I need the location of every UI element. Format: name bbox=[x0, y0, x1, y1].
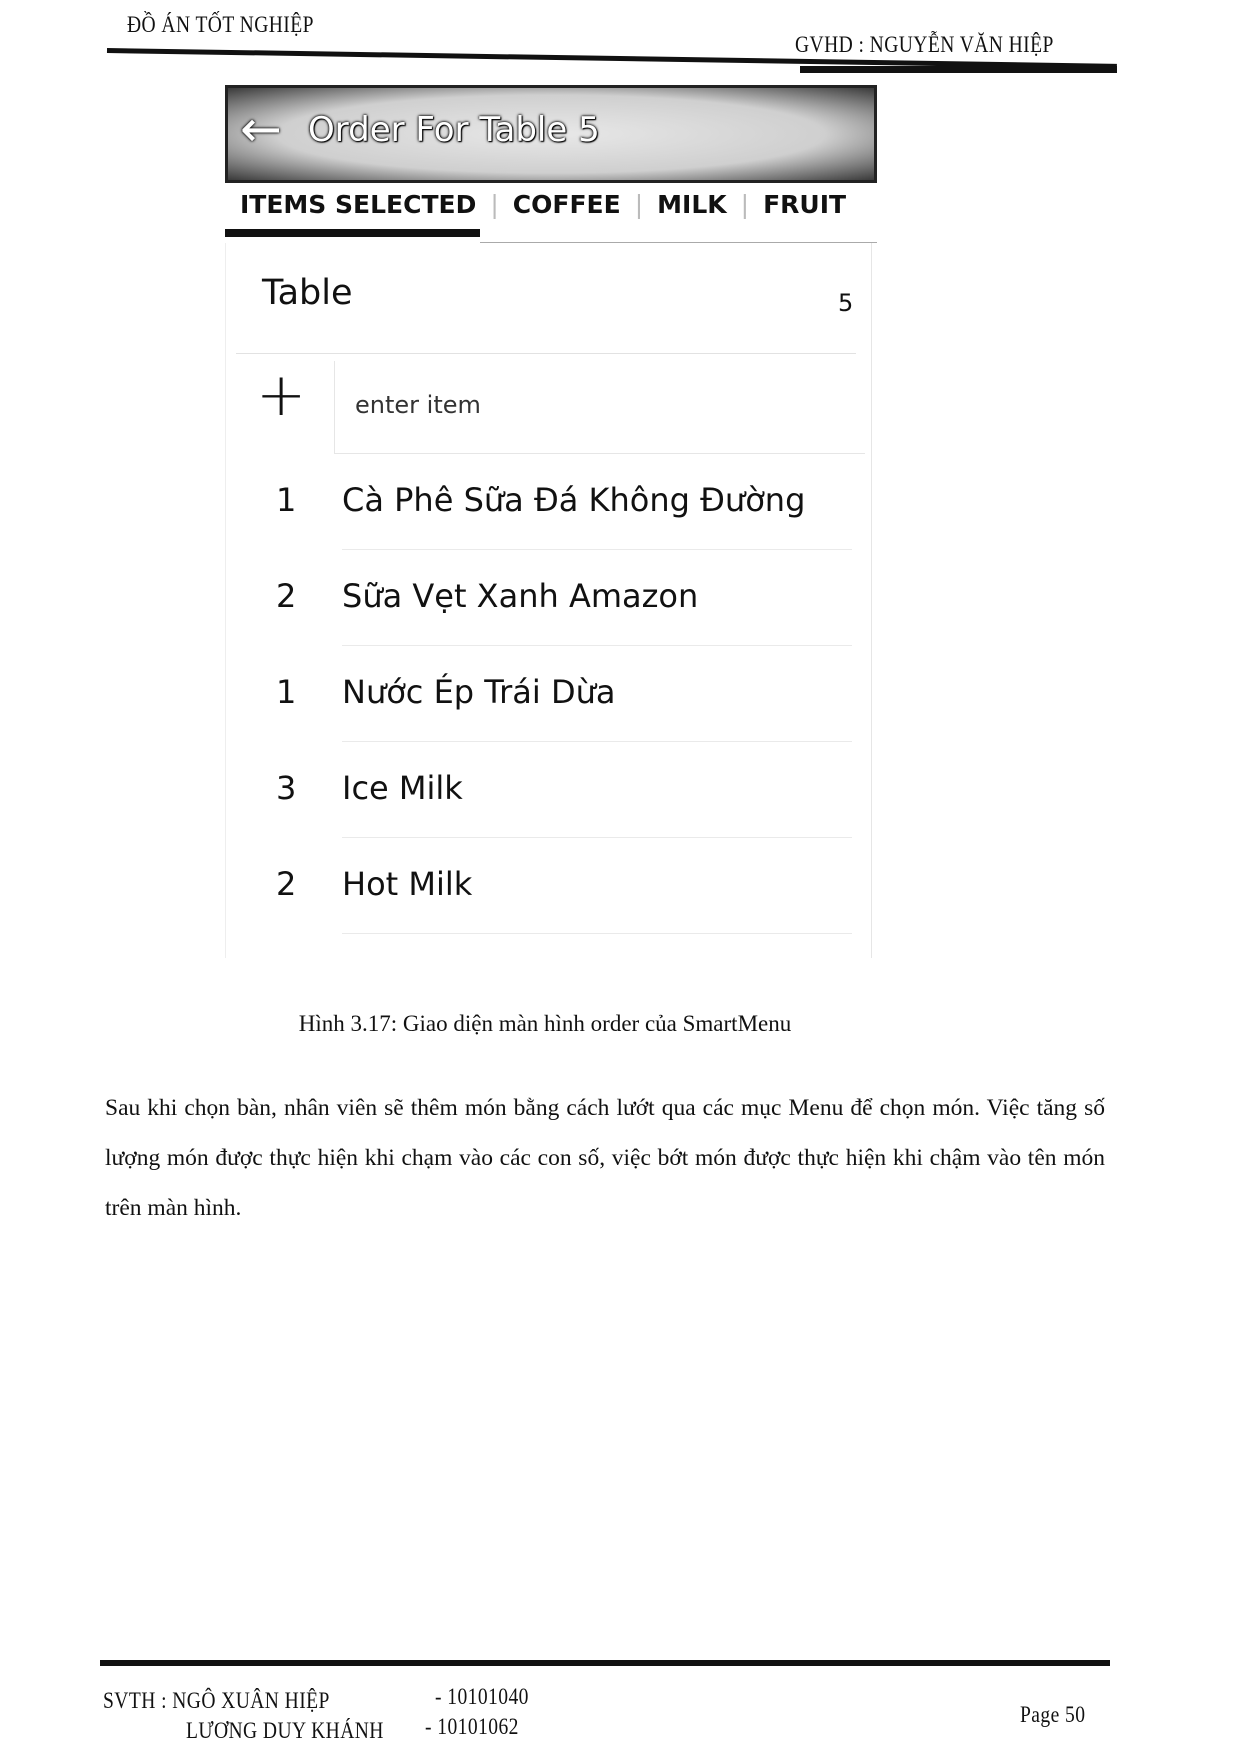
tab-items-selected[interactable]: ITEMS SELECTED bbox=[240, 190, 477, 219]
tab-divider: | bbox=[740, 190, 750, 219]
item-qty[interactable]: 1 bbox=[276, 673, 297, 711]
figure-caption: Hình 3.17: Giao diện màn hình order của SmartMenu bbox=[298, 1011, 792, 1036]
order-item bbox=[226, 745, 866, 841]
divider bbox=[236, 353, 856, 354]
tab-fruit[interactable]: FRUIT bbox=[763, 190, 847, 219]
item-qty[interactable]: 2 bbox=[276, 865, 297, 903]
body-paragraph: Sau khi chọn bàn, nhân viên sẽ thêm món bằng cách lướt qua các mục Menu để chọn món. Việc tăng số lượng món được thực hiện khi chạm vào các con số, việc bớt món được thực hiện khi chậm vào tên món trên màn hình. bbox=[105, 1095, 1105, 1221]
item-name[interactable]: Hot Milk bbox=[342, 865, 852, 934]
tab-divider: | bbox=[490, 190, 499, 219]
header-left: ĐỒ ÁN TỐT NGHIỆP bbox=[127, 12, 314, 37]
order-item bbox=[226, 457, 866, 553]
item-name[interactable]: Ice Milk bbox=[342, 769, 852, 838]
item-name[interactable]: Nước Ép Trái Dừa bbox=[342, 673, 852, 742]
tab-divider: | bbox=[634, 190, 644, 219]
order-item bbox=[226, 553, 866, 649]
app-title: Order For Table 5 bbox=[308, 110, 600, 150]
footer-student-1: SVTH : NGÔ XUÂN HIỆP bbox=[103, 1688, 330, 1713]
item-input-placeholder: enter item bbox=[355, 391, 481, 419]
plus-icon[interactable]: + bbox=[256, 360, 307, 430]
table-label: Table bbox=[262, 273, 353, 313]
header-right: GVHD : NGUYỄN VĂN HIỆP bbox=[795, 32, 1054, 57]
page-number: Page 50 bbox=[1020, 1702, 1086, 1727]
tab-bar bbox=[240, 190, 846, 219]
footer-id-1: - 10101040 bbox=[435, 1684, 529, 1709]
item-qty[interactable]: 1 bbox=[276, 481, 297, 519]
footer-student-2: LƯƠNG DUY KHÁNH bbox=[186, 1718, 384, 1743]
table-number: 5 bbox=[838, 289, 854, 317]
tab-milk[interactable]: MILK bbox=[657, 190, 727, 219]
order-panel bbox=[225, 243, 872, 958]
footer-id-2: - 10101062 bbox=[425, 1714, 519, 1739]
tab-coffee[interactable]: COFFEE bbox=[512, 190, 621, 219]
order-item bbox=[226, 841, 866, 937]
item-qty[interactable]: 3 bbox=[276, 769, 297, 807]
app-bar bbox=[225, 85, 877, 183]
item-qty[interactable]: 2 bbox=[276, 577, 297, 615]
order-item bbox=[226, 649, 866, 745]
active-tab-indicator bbox=[225, 229, 480, 237]
item-input[interactable] bbox=[334, 361, 865, 454]
header-rule-thick bbox=[800, 66, 1117, 73]
item-name[interactable]: Cà Phê Sữa Đá Không Đường bbox=[342, 481, 852, 550]
item-name[interactable]: Sữa Vẹt Xanh Amazon bbox=[342, 577, 852, 646]
arrow-left-icon[interactable]: ← bbox=[240, 100, 282, 158]
footer-rule bbox=[100, 1660, 1110, 1666]
